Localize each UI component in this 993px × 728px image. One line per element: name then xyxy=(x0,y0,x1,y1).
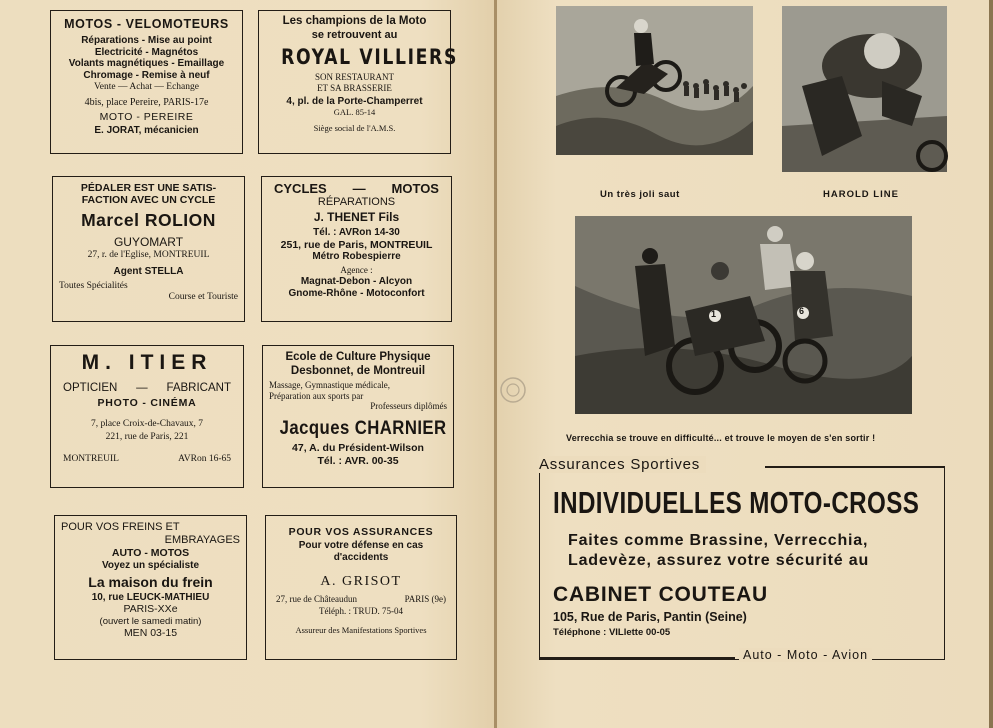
photo-harold-line xyxy=(782,6,947,172)
ad-title: Marcel ROLION xyxy=(81,209,216,230)
ad-phone: AVRon 16-65 xyxy=(178,453,231,464)
stamp-seal-icon xyxy=(497,372,545,416)
insurance-company: CABINET COUTEAU xyxy=(553,583,768,606)
ad-text: d'accidents xyxy=(333,552,389,564)
ad-address: 10, rue LEUCK-MATHIEU xyxy=(91,591,210,603)
ad-text: POUR VOS FREINS ET xyxy=(61,521,180,533)
photo-jump xyxy=(556,6,753,155)
ad-marcel-rolion xyxy=(52,176,245,322)
ad-text: Tél. : AVRon 14-30 xyxy=(313,227,400,239)
insurance-address: 105, Rue de Paris, Pantin (Seine) xyxy=(553,610,747,624)
ad-title: POUR VOS ASSURANCES xyxy=(288,526,434,538)
ad-address: 27, r. de l'Eglise, MONTREUIL xyxy=(87,249,210,260)
ad-title-word: CYCLES xyxy=(274,181,327,196)
photo-verrecchia xyxy=(575,216,912,414)
insurance-header: Assurances Sportives xyxy=(539,456,706,473)
ad-royal-villiers xyxy=(258,10,458,154)
page-edge xyxy=(989,0,993,728)
ad-text: RÉPARATIONS xyxy=(317,196,396,208)
ad-text: MONTREUIL xyxy=(63,453,119,464)
ad-footer-row xyxy=(57,454,237,464)
ad-title: Jacques CHARNIER xyxy=(279,417,447,439)
ad-text: SON RESTAURANT xyxy=(314,72,395,83)
ad-text: Siège social de l'A.M.S. xyxy=(313,123,396,134)
ad-text: OPTICIEN xyxy=(63,381,118,394)
ad-text: Voyez un spécialiste xyxy=(101,560,200,572)
ad-text: EMBRAYAGES xyxy=(164,533,240,546)
ad-text: MOTO - PEREIRE xyxy=(99,110,194,123)
caption-jump: Un très joli saut xyxy=(600,189,680,200)
ad-address: 251, rue de Paris, MONTREUIL xyxy=(280,238,433,251)
ad-address: PARIS (9e) xyxy=(404,594,446,605)
ad-address: 7, place Croix-de-Chavaux, 7 xyxy=(90,419,204,430)
insurance-header-rule xyxy=(765,466,945,468)
ad-text: Assureur des Manifestations Sportives xyxy=(295,625,427,636)
ad-text: PARIS-XXe xyxy=(123,603,178,616)
caption-verrecchia: Verrecchia se trouve en difficulté... et trouve le moyen de s'en sortir ! xyxy=(566,433,876,443)
library-stamp xyxy=(497,372,545,416)
ad-text: Volants magnétiques - Emaillage xyxy=(68,58,225,70)
ad-text: GUYOMART xyxy=(113,235,184,250)
ad-phone: Tél. : AVR. 00-35 xyxy=(317,454,399,467)
caption-harold-line: HAROLD LINE xyxy=(823,189,899,200)
ad-grisot-assurances xyxy=(265,515,457,660)
ad-address: 221, rue de Paris, 221 xyxy=(105,432,189,443)
ad-text: Agence : xyxy=(340,265,373,276)
insurance-text-2: Ladevèze, assurez votre sécurité au xyxy=(568,552,870,569)
ad-dash: — xyxy=(136,381,148,394)
ad-address: 47, A. du Président-Wilson xyxy=(292,442,424,455)
ad-text: J. THENET Fils xyxy=(313,209,400,224)
ad-text: Vente — Achat — Echange xyxy=(94,81,199,92)
ad-text: Professeurs diplômés xyxy=(370,401,447,412)
ad-text: Chromage - Remise à neuf xyxy=(83,70,210,82)
ad-text: Métro Robespierre xyxy=(312,251,401,263)
ad-text: se retrouvent au xyxy=(311,28,398,41)
ad-text: PÉDALER EST UNE SATIS- xyxy=(80,182,217,194)
ad-title: A. GRISOT xyxy=(320,573,402,589)
ad-text: Electricité - Magnétos xyxy=(94,46,199,58)
ad-text: E. JORAT, mécanicien xyxy=(94,125,199,137)
ad-text: Préparation aux sports par xyxy=(269,390,364,401)
ad-text: Agent STELLA xyxy=(113,265,184,277)
ad-text: Magnat-Debon - Alcyon xyxy=(300,275,413,287)
ad-text: FACTION AVEC UN CYCLE xyxy=(81,194,216,207)
insurance-footer-rule xyxy=(539,657,735,659)
ad-text: Ecole de Culture Physique xyxy=(285,351,431,363)
ad-text: Massage, Gymnastique médicale, xyxy=(269,380,390,391)
ad-address: 27, rue de Châteaudun xyxy=(276,594,357,605)
ad-address: 4, pl. de la Porte-Champerret xyxy=(286,95,423,107)
ad-motos-pereire xyxy=(50,10,243,154)
ad-title: MOTOS - VELOMOTEURS xyxy=(64,17,229,31)
ad-title: ROYAL VILLIERS xyxy=(281,44,458,69)
ad-text: Les champions de la Moto xyxy=(282,15,427,27)
ad-title-dash: — xyxy=(352,181,366,196)
ad-text: AUTO - MOTOS xyxy=(111,546,190,559)
ad-text: Réparations - Mise au point xyxy=(81,34,212,46)
ad-title: La maison du frein xyxy=(88,574,213,591)
ad-ecole-culture-physique xyxy=(262,345,454,488)
rider-number-2: 6 xyxy=(799,306,805,316)
ad-text: (ouvert le samedi matin) xyxy=(99,615,202,627)
insurance-phone: Téléphone : VILlette 00-05 xyxy=(553,627,671,638)
ad-cycles-thenet xyxy=(261,176,452,322)
ad-itier-opticien xyxy=(50,345,244,488)
ad-text: PHOTO - CINÉMA xyxy=(97,396,197,409)
ad-text: FABRICANT xyxy=(166,381,231,394)
ad-phone: Téléph. : TRUD. 75-04 xyxy=(318,606,404,617)
ad-text: Course et Touriste xyxy=(168,291,238,302)
insurance-footer: Auto - Moto - Avion xyxy=(739,648,872,662)
ad-title-row xyxy=(268,181,445,196)
insurance-headline: INDIVIDUELLES MOTO-CROSS xyxy=(553,485,920,520)
ad-text: Pour votre défense en cas xyxy=(298,540,424,552)
ad-title-word: MOTOS xyxy=(391,181,439,196)
rider-number-1: 1 xyxy=(711,309,717,319)
ad-subtitle-row xyxy=(57,382,237,394)
ad-text: GAL. 85-14 xyxy=(333,107,376,118)
ad-text: Toutes Spécialités xyxy=(59,280,128,291)
ad-phone: MEN 03-15 xyxy=(123,627,178,639)
ad-text: Desbonnet, de Montreuil xyxy=(290,364,426,377)
ad-title: M. ITIER xyxy=(81,351,213,374)
ad-text: ET SA BRASSERIE xyxy=(317,82,392,93)
ad-address-row xyxy=(272,594,450,604)
ad-text: Gnome-Rhône - Motoconfort xyxy=(288,287,425,299)
ad-address: 4bis, place Pereire, PARIS-17e xyxy=(84,97,209,109)
insurance-text-1: Faites comme Brassine, Verrecchia, xyxy=(568,532,869,549)
ad-maison-du-frein xyxy=(54,515,247,660)
